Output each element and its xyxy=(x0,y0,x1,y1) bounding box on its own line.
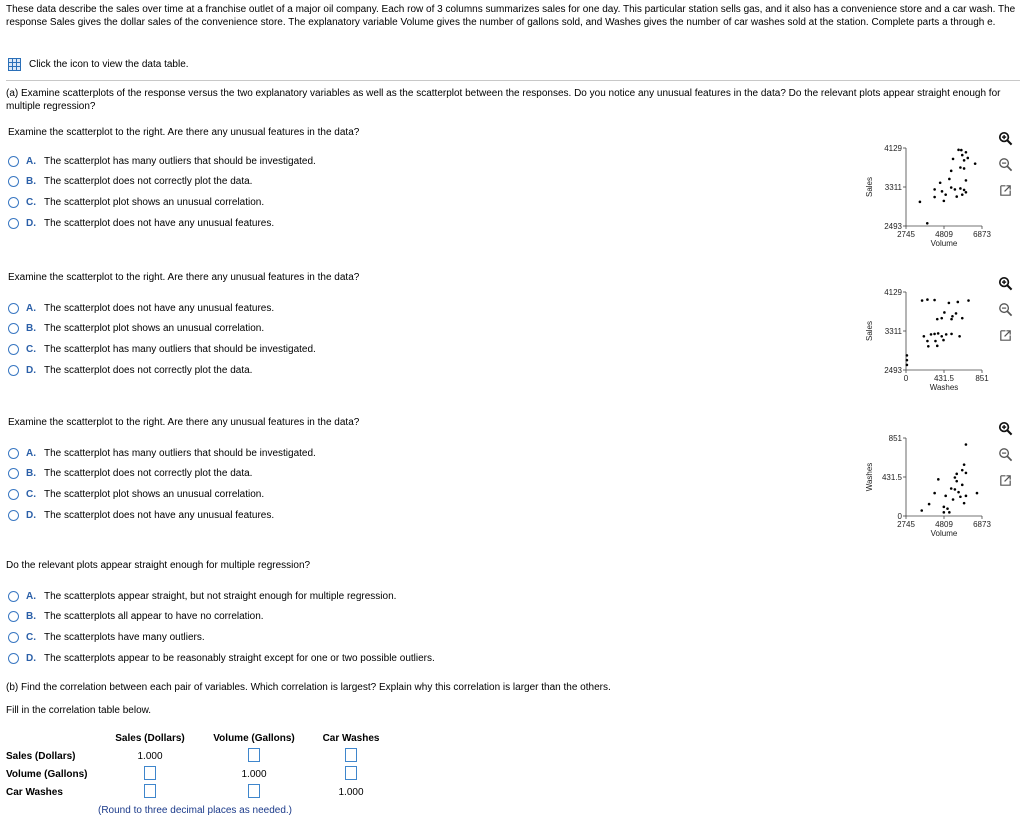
data-point xyxy=(952,158,955,161)
y-tick-label: 3311 xyxy=(884,183,902,192)
option-d[interactable]: D. The scatterplots appear to be reasonably straight except for one or two possible outliers. xyxy=(8,651,435,665)
problem-intro: These data describe the sales over time at a franchise outlet of a major oil company. Each row of 3 columns summarizes sales for one day. This particular station sells gas, and it also has a convenience store and a car wash. The response Sales gives the dollar sales of the convenience store. The explanatory variable Volume gives the number of gallons sold, and Washes gives the number of car washes sold at the station. Complete parts a through e. xyxy=(6,4,1016,28)
question-4 xyxy=(6,560,435,665)
data-point xyxy=(950,487,953,490)
data-point xyxy=(954,188,957,191)
x-tick-label: 851 xyxy=(975,374,989,383)
question-1 xyxy=(8,127,359,230)
row-header: Sales (Dollars) xyxy=(6,750,76,762)
data-point xyxy=(965,495,968,498)
corr-volume-sales-input[interactable] xyxy=(144,766,156,780)
radio-button[interactable] xyxy=(8,323,19,334)
option-c[interactable]: C. The scatterplot plot shows an unusual correlation. xyxy=(8,488,359,502)
zoom-out-icon[interactable] xyxy=(997,446,1013,462)
option-b[interactable]: B. The scatterplot does not correctly plot the data. xyxy=(8,175,359,189)
data-point xyxy=(963,159,966,162)
y-tick-label: 431.5 xyxy=(881,473,902,482)
expand-icon[interactable] xyxy=(997,182,1013,198)
x-tick-label: 2745 xyxy=(897,230,915,239)
plot-2-tools xyxy=(997,275,1013,343)
option-c[interactable]: C. The scatterplots have many outliers. xyxy=(8,631,435,645)
data-point xyxy=(933,333,936,336)
question-prompt: Do the relevant plots appear straight enough for multiple regression? xyxy=(6,560,311,571)
data-point xyxy=(961,154,964,157)
radio-button[interactable] xyxy=(8,591,19,602)
plot-3-tools xyxy=(997,420,1013,488)
option-a[interactable]: A. The scatterplots appear straight, but not straight enough for multiple regression. xyxy=(8,589,435,603)
part-b-prompt: (b) Find the correlation between each pair of variables. Which correlation is largest? Explain why this correlation is larger than the others. xyxy=(6,682,611,693)
data-point xyxy=(976,492,979,495)
data-point xyxy=(933,188,936,191)
x-tick-label: 0 xyxy=(903,374,909,383)
diagonal-value: 1.000 xyxy=(338,786,364,798)
column-header: Sales (Dollars) xyxy=(115,732,185,744)
column-header: Volume (Gallons) xyxy=(213,732,295,744)
data-point xyxy=(950,318,953,321)
option-c[interactable]: C. The scatterplot plot shows an unusual correlation. xyxy=(8,196,359,210)
data-point xyxy=(936,318,939,321)
data-point xyxy=(966,157,969,160)
part-a-prompt: (a) Examine scatterplots of the response versus the two explanatory variables as well as the scatterplot between the responses. Do you notice any unusual features in the data? Do the relevant plots appear straight enough for multiple regression? xyxy=(6,88,1001,112)
option-b[interactable]: B. The scatterplot does not correctly plot the data. xyxy=(8,467,359,481)
data-point xyxy=(927,345,930,348)
data-point xyxy=(963,167,966,170)
scatterplot-3 xyxy=(860,428,1000,546)
data-point xyxy=(943,200,946,203)
corr-washes-volume-input[interactable] xyxy=(248,784,260,798)
radio-button[interactable] xyxy=(8,510,19,521)
option-d[interactable]: D. The scatterplot does not correctly plot the data. xyxy=(8,363,359,377)
expand-icon[interactable] xyxy=(997,327,1013,343)
plot-1-tools xyxy=(997,130,1013,198)
corr-sales-washes-input[interactable] xyxy=(345,748,357,762)
data-point xyxy=(944,495,947,498)
corr-volume-washes-input[interactable] xyxy=(345,766,357,780)
x-tick-label: 2745 xyxy=(897,520,915,529)
radio-button[interactable] xyxy=(8,218,19,229)
radio-button[interactable] xyxy=(8,632,19,643)
correlation-table xyxy=(6,729,396,819)
data-point xyxy=(955,195,958,198)
data-point xyxy=(974,162,977,165)
y-axis-label: Sales xyxy=(865,320,874,342)
fill-in-instruction: Fill in the correlation table below. xyxy=(6,705,152,716)
x-axis-label: Volume xyxy=(930,239,958,248)
data-point xyxy=(967,299,970,302)
scatterplot-2 xyxy=(860,282,1000,400)
question-prompt: Examine the scatterplot to the right. Are there any unusual features in the data? xyxy=(8,272,360,283)
rounding-note: (Round to three decimal places as needed.) xyxy=(98,804,293,816)
y-tick-label: 2493 xyxy=(884,222,902,231)
radio-button[interactable] xyxy=(8,468,19,479)
data-point xyxy=(965,179,968,182)
y-axis-label: Washes xyxy=(865,462,874,492)
zoom-in-icon[interactable] xyxy=(997,420,1013,436)
data-point xyxy=(940,335,943,338)
data-point xyxy=(957,149,960,152)
data-point xyxy=(943,511,946,514)
data-point xyxy=(963,189,966,192)
y-tick-label: 4129 xyxy=(884,288,902,297)
option-a[interactable]: A. The scatterplot has many outliers that should be investigated. xyxy=(8,154,359,168)
data-point xyxy=(936,345,939,348)
data-point xyxy=(943,311,946,314)
data-point xyxy=(960,149,963,152)
option-c[interactable]: C. The scatterplot has many outliers that should be investigated. xyxy=(8,343,359,357)
y-tick-label: 0 xyxy=(897,512,902,521)
data-table-icon[interactable] xyxy=(8,58,21,71)
scatterplot-sales-washes xyxy=(860,282,1000,397)
data-point xyxy=(923,335,926,338)
data-point xyxy=(921,299,924,302)
y-tick-label: 2493 xyxy=(884,366,902,375)
data-point xyxy=(950,333,953,336)
data-point xyxy=(926,298,929,301)
option-d[interactable]: D. The scatterplot does not have any unusual features. xyxy=(8,216,359,230)
data-point xyxy=(906,364,909,367)
data-point xyxy=(933,299,936,302)
data-point xyxy=(939,181,942,184)
data-table-link[interactable] xyxy=(8,58,189,71)
data-point xyxy=(959,495,962,498)
x-tick-label: 431.5 xyxy=(933,374,955,383)
question-prompt: Examine the scatterplot to the right. Are there any unusual features in the data? xyxy=(8,127,360,138)
data-point xyxy=(920,509,923,512)
data-point xyxy=(926,222,929,225)
data-point xyxy=(933,196,936,199)
data-point xyxy=(955,473,958,476)
data-point xyxy=(963,502,966,505)
diagonal-value: 1.000 xyxy=(241,768,267,780)
data-point xyxy=(958,335,961,338)
x-tick-label: 4809 xyxy=(935,520,953,529)
data-point xyxy=(950,186,953,189)
data-point xyxy=(961,469,964,472)
x-axis-label: Volume xyxy=(930,529,958,538)
data-point xyxy=(961,317,964,320)
divider xyxy=(6,80,1020,81)
data-point xyxy=(948,511,951,514)
data-point xyxy=(930,333,933,336)
x-axis-label: Washes xyxy=(929,383,959,392)
radio-button[interactable] xyxy=(8,197,19,208)
scatterplot-washes-volume xyxy=(860,428,1000,543)
data-point xyxy=(928,503,931,506)
option-d[interactable]: D. The scatterplot does not have any unusual features. xyxy=(8,508,359,522)
data-point xyxy=(944,193,947,196)
data-point xyxy=(965,151,968,154)
radio-button[interactable] xyxy=(8,448,19,459)
radio-button[interactable] xyxy=(8,344,19,355)
data-point xyxy=(906,354,909,357)
data-point xyxy=(950,170,953,173)
data-point xyxy=(955,312,958,315)
question-3 xyxy=(8,417,359,522)
radio-button[interactable] xyxy=(8,611,19,622)
data-point xyxy=(919,201,922,204)
data-point xyxy=(959,187,962,190)
expand-icon[interactable] xyxy=(997,472,1013,488)
y-tick-label: 4129 xyxy=(884,144,902,153)
radio-button[interactable] xyxy=(8,303,19,314)
data-point xyxy=(957,491,960,494)
diagonal-value: 1.000 xyxy=(137,750,163,762)
option-b[interactable]: B. The scatterplot plot shows an unusual correlation. xyxy=(8,322,359,336)
data-point xyxy=(934,340,937,343)
data-point xyxy=(963,463,966,466)
row-header: Car Washes xyxy=(6,786,63,798)
data-point xyxy=(951,315,954,318)
data-point xyxy=(961,193,964,196)
data-point xyxy=(961,484,964,487)
data-point xyxy=(965,191,968,194)
data-point xyxy=(954,476,957,479)
y-axis-label: Sales xyxy=(865,176,874,198)
option-a[interactable]: A. The scatterplot has many outliers that should be investigated. xyxy=(8,446,359,460)
data-point xyxy=(948,178,951,181)
radio-button[interactable] xyxy=(8,489,19,500)
data-point xyxy=(954,488,957,491)
x-tick-label: 6873 xyxy=(973,520,991,529)
data-table-link-label[interactable]: Click the icon to view the data table. xyxy=(29,59,189,70)
corr-washes-sales-input[interactable] xyxy=(144,784,156,798)
row-header: Volume (Gallons) xyxy=(6,768,88,780)
zoom-out-icon[interactable] xyxy=(997,156,1013,172)
question-2 xyxy=(8,272,359,377)
data-point xyxy=(943,506,946,509)
data-point xyxy=(933,492,936,495)
x-tick-label: 4809 xyxy=(935,230,953,239)
x-tick-label: 6873 xyxy=(973,230,991,239)
data-point xyxy=(941,190,944,193)
data-point xyxy=(942,339,945,342)
question-prompt: Examine the scatterplot to the right. Are there any unusual features in the data? xyxy=(8,417,360,428)
zoom-in-icon[interactable] xyxy=(997,130,1013,146)
data-point xyxy=(926,340,929,343)
scatterplot-1 xyxy=(860,138,1000,256)
y-tick-label: 3311 xyxy=(884,327,902,336)
zoom-out-icon[interactable] xyxy=(997,301,1013,317)
data-point xyxy=(940,317,943,320)
data-point xyxy=(937,332,940,335)
data-point xyxy=(946,507,949,510)
radio-button[interactable] xyxy=(8,156,19,167)
scatterplot-sales-volume xyxy=(860,138,1000,253)
data-point xyxy=(965,472,968,475)
corr-sales-volume-input[interactable] xyxy=(248,748,260,762)
data-point xyxy=(952,498,955,501)
radio-button[interactable] xyxy=(8,176,19,187)
data-point xyxy=(959,166,962,169)
radio-button[interactable] xyxy=(8,365,19,376)
data-point xyxy=(955,480,958,483)
data-point xyxy=(965,443,968,446)
zoom-in-icon[interactable] xyxy=(997,275,1013,291)
option-b[interactable]: B. The scatterplots all appear to have no correlation. xyxy=(8,610,435,624)
data-point xyxy=(937,478,940,481)
y-tick-label: 851 xyxy=(888,434,902,443)
option-a[interactable]: A. The scatterplot does not have any unusual features. xyxy=(8,301,359,315)
column-header: Car Washes xyxy=(322,732,380,744)
data-point xyxy=(906,359,909,362)
data-point xyxy=(948,302,951,305)
data-point xyxy=(945,333,948,336)
radio-button[interactable] xyxy=(8,653,19,664)
data-point xyxy=(956,301,959,304)
